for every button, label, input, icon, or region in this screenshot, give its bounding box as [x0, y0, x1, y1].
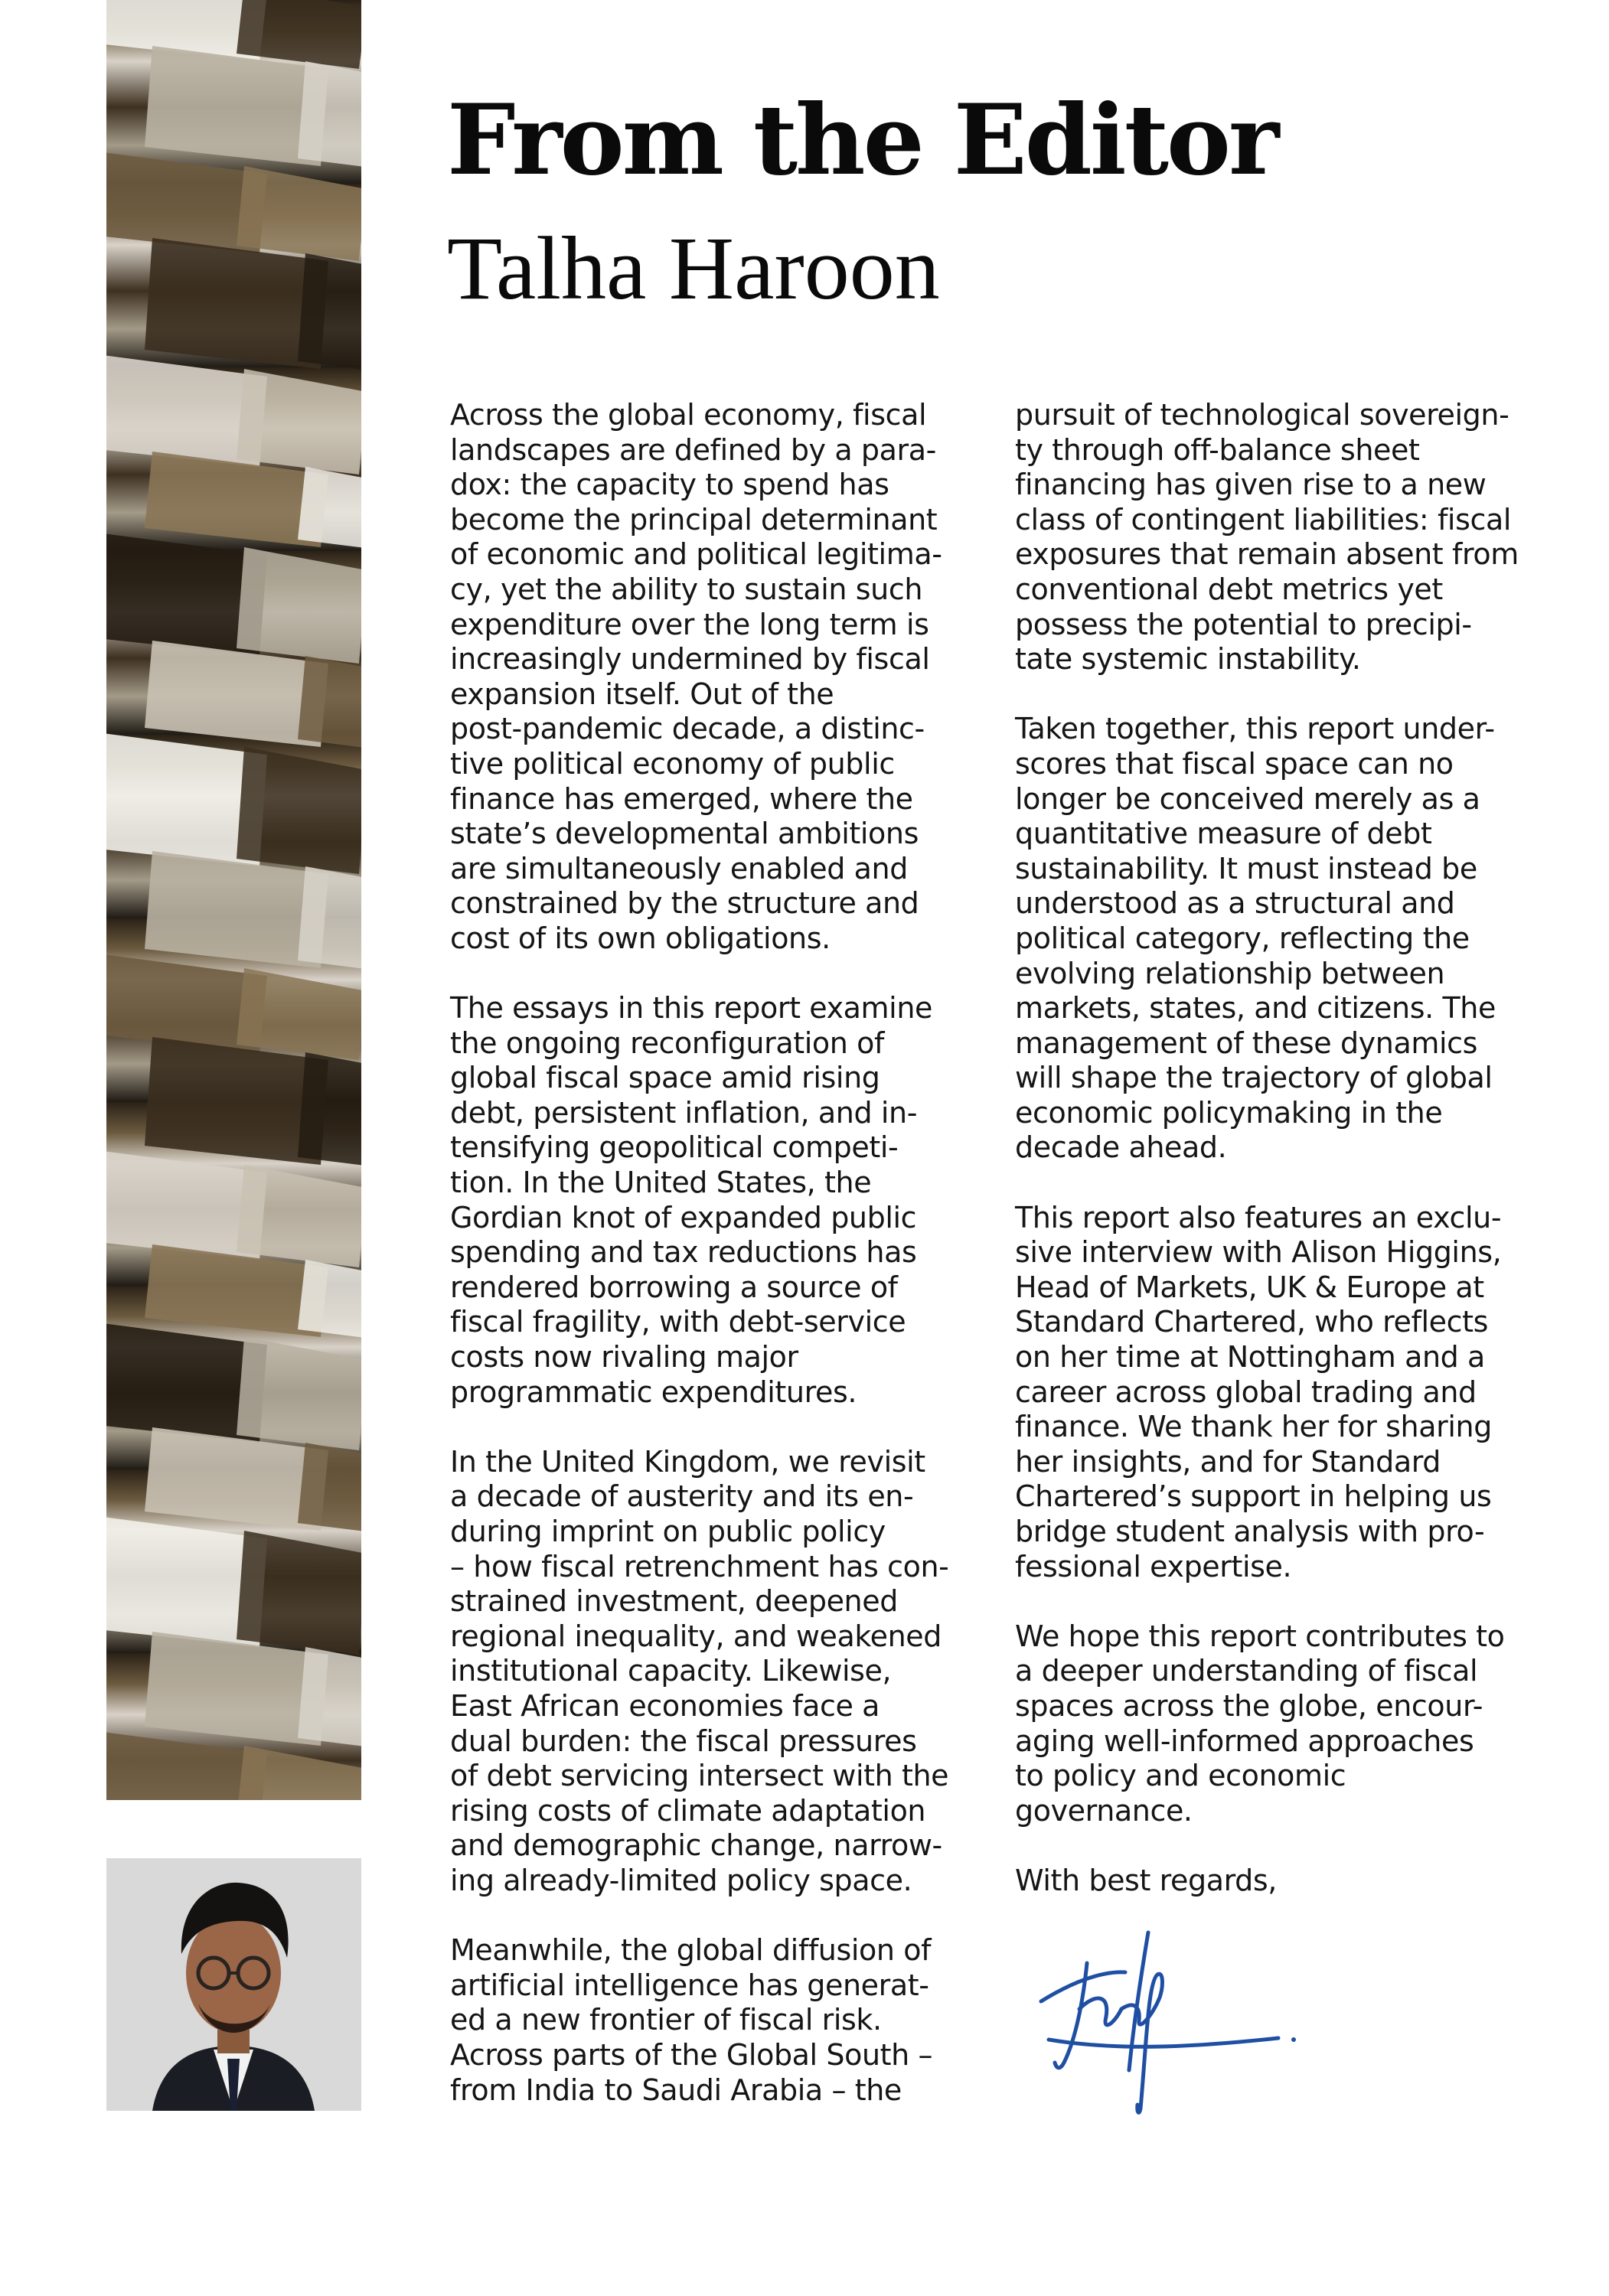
text-line: from India to Saudi Arabia – the: [450, 2073, 902, 2107]
text-line: This report also features an exclu-: [1015, 1200, 1502, 1234]
text-line: constrained by the structure and: [450, 886, 919, 921]
body-paragraph: [1015, 1864, 1566, 1899]
text-line: ty through off-balance sheet: [1015, 432, 1420, 467]
text-line: strained investment, deepened: [450, 1584, 898, 1619]
text-line: sive interview with Alison Higgins,: [1015, 1235, 1502, 1270]
text-line: the ongoing reconfiguration of: [450, 1026, 884, 1060]
text-line: rendered borrowing a source of: [450, 1270, 898, 1304]
text-line: will shape the trajectory of global: [1015, 1061, 1493, 1095]
text-line: rising costs of climate adaptation: [450, 1793, 926, 1828]
text-line: understood as a structural and: [1015, 886, 1455, 921]
left-text-column: [450, 398, 986, 2108]
text-line: Taken together, this report under-: [1015, 712, 1495, 746]
text-line: longer be conceived merely as a: [1015, 781, 1480, 816]
page-title: From the Editor: [447, 83, 1278, 197]
editor-name: Talha Haroon: [447, 218, 940, 318]
text-line: expansion itself. Out of the: [450, 677, 834, 711]
text-line: tive political economy of public: [450, 746, 895, 781]
text-line: – how fiscal retrenchment has con-: [450, 1549, 949, 1583]
text-line: ing already-limited policy space.: [450, 1863, 912, 1897]
text-line: of economic and political legitima-: [450, 537, 942, 572]
text-line: quantitative measure of debt: [1015, 817, 1432, 851]
text-line: dual burden: the fiscal pressures: [450, 1724, 917, 1758]
text-line: artificial intelligence has generat-: [450, 1968, 929, 2002]
text-line: programmatic expenditures.: [450, 1375, 857, 1409]
text-line: financing has given rise to a new: [1015, 468, 1487, 502]
text-line: governance.: [1015, 1793, 1193, 1828]
text-line: management of these dynamics: [1015, 1026, 1477, 1060]
text-line: Standard Chartered, who reflects: [1015, 1305, 1488, 1339]
text-line: finance. We thank her for sharing: [1015, 1410, 1492, 1444]
text-line: The essays in this report examine: [450, 991, 932, 1026]
text-line: decade ahead.: [1015, 1130, 1227, 1165]
body-paragraph: [450, 991, 986, 1410]
text-line: and demographic change, narrow-: [450, 1828, 942, 1863]
text-line: expenditure over the long term is: [450, 607, 929, 641]
text-line: markets, states, and citizens. The: [1015, 991, 1496, 1026]
body-paragraph: [1015, 1201, 1566, 1585]
text-line: a decade of austerity and its en-: [450, 1479, 914, 1514]
text-line: aging well-informed approaches: [1015, 1724, 1474, 1758]
text-line: possess the potential to precipi-: [1015, 607, 1472, 641]
text-line: fiscal fragility, with debt-service: [450, 1305, 906, 1339]
text-line: tensifying geopolitical competi-: [450, 1130, 899, 1165]
text-line: Gordian knot of expanded public: [450, 1200, 917, 1234]
text-line: With best regards,: [1015, 1863, 1277, 1897]
text-line: career across global trading and: [1015, 1375, 1477, 1409]
text-line: economic policymaking in the: [1015, 1095, 1443, 1130]
editor-portrait: [106, 1858, 361, 2111]
text-line: In the United Kingdom, we revisit: [450, 1444, 925, 1479]
abstract-blocks-graphic: [106, 0, 361, 1800]
text-line: exposures that remain absent from: [1015, 537, 1519, 572]
text-line: evolving relationship between: [1015, 956, 1445, 990]
text-line: state’s developmental ambitions: [450, 817, 919, 851]
text-line: increasingly undermined by fiscal: [450, 642, 930, 677]
text-line: Meanwhile, the global diffusion of: [450, 1933, 932, 1968]
text-line: tate systemic instability.: [1015, 642, 1361, 677]
editor-photo: [106, 1858, 361, 2111]
body-paragraph: [450, 398, 986, 957]
text-line: of debt servicing intersect with the: [450, 1759, 949, 1793]
signature-graphic: [1026, 1917, 1317, 2124]
text-line: during imprint on public policy: [450, 1515, 886, 1548]
abstract-cover-image: [106, 0, 361, 1800]
text-line: East African economies face a: [450, 1688, 880, 1723]
body-paragraph: [450, 1445, 986, 1899]
body-paragraph: [1015, 712, 1566, 1166]
text-line: on her time at Nottingham and a: [1015, 1340, 1485, 1375]
text-line: Across parts of the Global South –: [450, 2037, 933, 2072]
text-line: pursuit of technological sovereign-: [1015, 398, 1509, 432]
text-line: political category, reflecting the: [1015, 921, 1470, 955]
text-line: to policy and economic: [1015, 1759, 1346, 1793]
text-line: Across the global economy, fiscal: [450, 398, 927, 432]
text-line: become the principal determinant: [450, 502, 938, 536]
text-line: spending and tax reductions has: [450, 1235, 917, 1270]
text-line: tion. In the United States, the: [450, 1166, 872, 1200]
body-paragraph: [1015, 398, 1566, 677]
text-line: post-pandemic decade, a distinc-: [450, 712, 925, 746]
right-text-column: [1015, 398, 1566, 1899]
text-line: cy, yet the ability to sustain such: [450, 572, 923, 606]
text-line: ed a new frontier of fiscal risk.: [450, 2003, 882, 2037]
text-line: dox: the capacity to spend has: [450, 468, 889, 502]
text-line: debt, persistent inflation, and in-: [450, 1095, 918, 1130]
text-line: sustainability. It must instead be: [1015, 851, 1477, 885]
text-line: spaces across the globe, encour-: [1015, 1688, 1483, 1723]
text-line: institutional capacity. Likewise,: [450, 1654, 892, 1688]
text-line: regional inequality, and weakened: [450, 1619, 942, 1653]
text-line: a deeper understanding of fiscal: [1015, 1654, 1478, 1688]
text-line: class of contingent liabilities: fiscal: [1015, 502, 1512, 536]
text-line: are simultaneously enabled and: [450, 851, 908, 885]
text-line: scores that fiscal space can no: [1015, 746, 1454, 781]
text-line: fessional expertise.: [1015, 1549, 1292, 1583]
body-paragraph: [450, 1933, 986, 2108]
text-line: Chartered’s support in helping us: [1015, 1479, 1492, 1514]
text-line: finance has emerged, where the: [450, 781, 913, 816]
text-line: We hope this report contributes to: [1015, 1619, 1505, 1653]
text-line: global fiscal space amid rising: [450, 1061, 880, 1095]
text-line: bridge student analysis with pro-: [1015, 1515, 1485, 1548]
text-line: costs now rivaling major: [450, 1340, 798, 1375]
editor-signature: [1026, 1917, 1317, 2124]
text-line: cost of its own obligations.: [450, 921, 831, 955]
text-line: Head of Markets, UK & Europe at: [1015, 1270, 1484, 1304]
text-line: her insights, and for Standard: [1015, 1444, 1441, 1479]
text-line: conventional debt metrics yet: [1015, 572, 1443, 606]
text-line: landscapes are defined by a para-: [450, 432, 936, 467]
body-paragraph: [1015, 1619, 1566, 1829]
